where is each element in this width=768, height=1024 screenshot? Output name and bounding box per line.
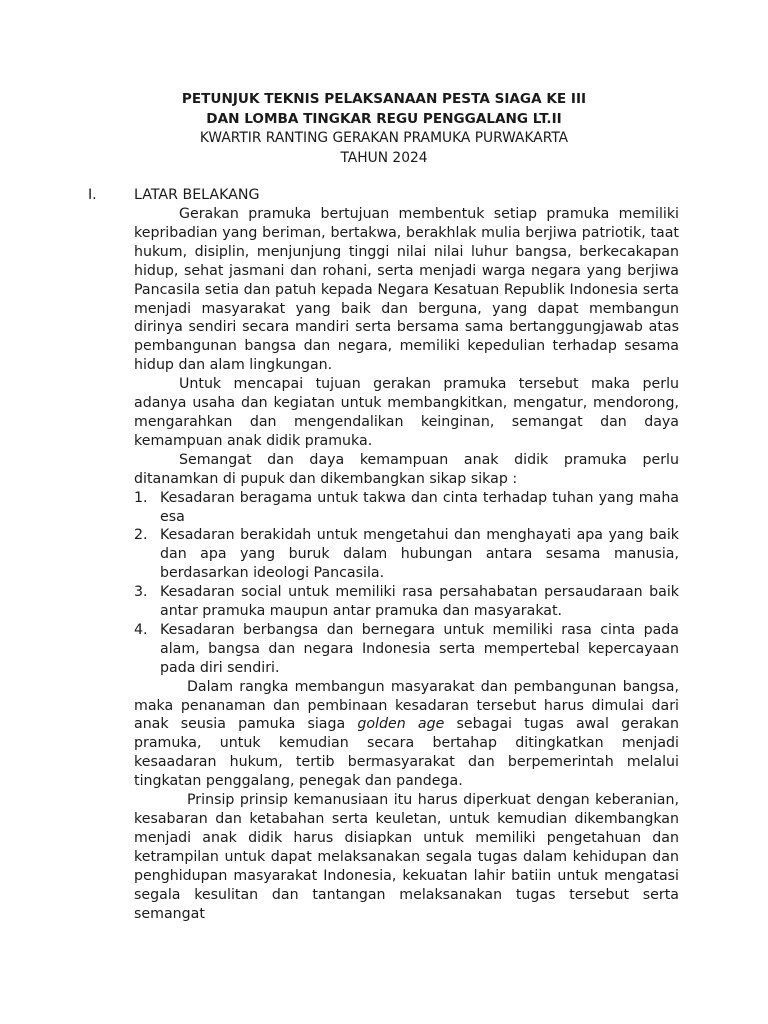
paragraph-4-text-b: sebagai tugas awal gerakan pramuka, untuk kemudian secara bertahap ditingkatkan menjadi kesaadaran hukum, tertib bermasyarakat dan berpemerintah melalui tingkatan penggalang, penegak dan pandega. — [134, 716, 679, 790]
document-body — [134, 205, 679, 923]
list-item — [134, 526, 679, 583]
section-number: I. — [88, 187, 97, 203]
list-item-text: Kesadaran berbangsa dan bernegara untuk memiliki rasa cinta pada alam, bangsa dan negara Indonesia serta mempertebal kepercayaan pada diri sendiri. — [160, 621, 679, 676]
header-title-line-1: PETUNJUK TEKNIS PELAKSANAAN PESTA SIAGA KE III — [181, 91, 587, 107]
paragraph-2: Untuk mencapai tujuan gerakan pramuka tersebut maka perlu adanya usaha dan kegiatan untuk membangkitkan, mengatur, mendorong, mengarahkan dan mengendalikan keinginan, semangat dan daya kemampuan anak didik pramuka. — [134, 376, 679, 449]
list-item — [134, 621, 679, 678]
paragraph-4-italic: golden age — [357, 716, 445, 733]
list-item-number: 2. — [134, 527, 148, 544]
header-title-line-2: DAN LOMBA TINGKAR REGU PENGGALANG LT.II — [206, 110, 562, 127]
list-item-number: 3. — [134, 584, 148, 601]
section-title: LATAR BELAKANG — [134, 187, 260, 203]
document-header — [0, 90, 768, 168]
list-item-text: Kesadaran social untuk memiliki rasa persahabatan persaudaraan baik antar pramuka maupun antar pramuka dan masyarakat. — [160, 584, 679, 620]
paragraph-4 — [134, 678, 679, 791]
header-organization: KWARTIR RANTING GERAKAN PRAMUKA PURWAKARTA — [199, 130, 569, 146]
list-item-text: Kesadaran beragama untuk takwa dan cinta terhadap tuhan yang maha esa — [160, 489, 679, 525]
attitude-list — [134, 489, 679, 678]
list-item-number: 1. — [134, 489, 148, 506]
list-item-number: 4. — [134, 621, 148, 638]
list-item — [134, 489, 679, 527]
list-item-text: Kesadaran berakidah untuk mengetahui dan menghayati apa yang baik dan apa yang buruk dalam hubungan antara sesama manusia, berdasarkan ideologi Pancasila. — [160, 527, 679, 582]
paragraph-1: Gerakan pramuka bertujuan membentuk setiap pramuka memiliki kepribadian yang beriman, bertakwa, berakhlak mulia berjiwa patriotik, taat hukum, disiplin, menjunjung tinggi nilai nilai luhur bangsa, berkecakapan hidup, sehat jasmani dan rohani, serta menjadi warga negara yang berjiwa Pancasila setia dan patuh kepada Negara Kesatuan Republik Indonesia serta menjadi masyarakat yang baik dan berguna, yang dapat membangun dirinya sendiri secara mandiri serta bersama sama bertanggungjawab atas pembangunan bangsa dan negara, memiliki kepedulian terhadap sesama hidup dan alam lingkungan. — [134, 206, 679, 374]
header-year: TAHUN 2024 — [340, 149, 428, 166]
paragraph-5: Prinsip prinsip kemanusiaan itu harus diperkuat dengan keberanian, kesabaran dan ketabahan serta keuletan, untuk kemudian dikembangkan menjadi anak didik harus disiapkan untuk memiliki pengetahuan dan ketrampilan untuk dapat melaksanakan segala tugas dalam kehidupan dan penghidupan masyarakat Indonesia, kekuatan lahir batiin untuk mengatasi segala kesulitan dan tantangan melaksanakan tugas tersebut serta semangat — [134, 792, 679, 922]
paragraph-4-text-a: Dalam rangka membangun masyarakat dan pembangunan bangsa, maka penanaman dan pembinaan kesadaran tersebut harus dimulai dari anak seusia pamuka siaga — [134, 678, 679, 733]
list-item — [134, 583, 679, 621]
paragraph-3: Semangat dan daya kemampuan anak didik pramuka perlu ditanamkan di pupuk dan dikembangkan sikap sikap : — [134, 451, 679, 487]
